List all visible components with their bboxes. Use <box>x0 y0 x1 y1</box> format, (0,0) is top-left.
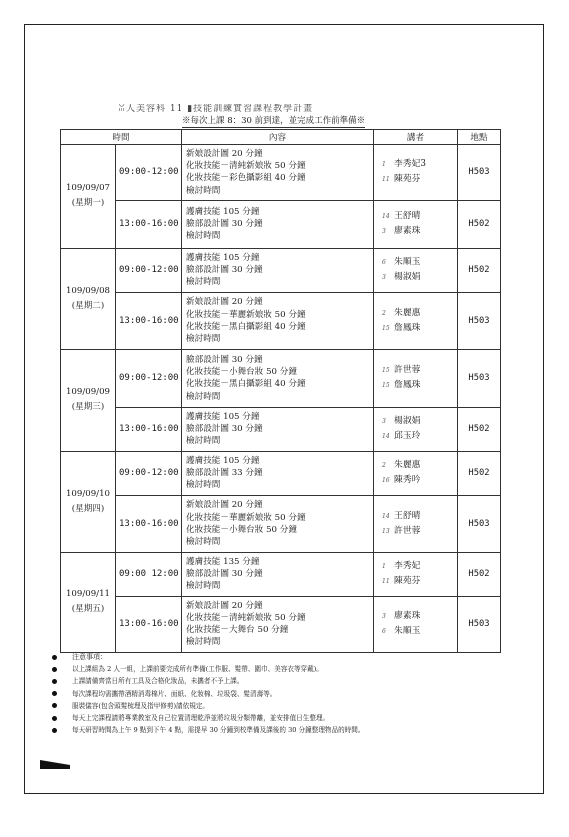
teacher-name: 王舒晴 <box>394 211 421 222</box>
bullet-icon <box>52 716 57 721</box>
date-cell <box>61 552 116 652</box>
date-text: 109/09/07 <box>65 183 111 194</box>
note-item <box>52 712 512 724</box>
teacher-number: 3 <box>382 228 386 236</box>
room-cell: H502 <box>458 248 501 292</box>
teacher-name: 邱玉玲 <box>394 431 421 442</box>
date-cell <box>61 349 116 451</box>
teacher-name: 李秀妃3 <box>394 159 427 170</box>
teacher-name: 王舒晴 <box>394 510 421 521</box>
content-line: 檢討時間 <box>186 637 221 648</box>
schedule-row <box>61 349 501 407</box>
schedule-row <box>61 200 501 248</box>
teacher-number: 1 <box>382 161 386 169</box>
note-item <box>52 675 512 687</box>
content-line: 新娘設計圖 20 分鐘 <box>186 500 263 511</box>
weekday-text: (星期四) <box>71 503 105 514</box>
teacher-name: 詹鳳珠 <box>394 322 421 333</box>
time-slot: 13:00-16:00 <box>116 407 182 451</box>
note-text: 每天研習時間為上午 9 點到下午 4 點，需提早 30 分鐘到校準備及課後的 30 分鐘整理物品的時間。 <box>72 726 365 735</box>
note-item <box>52 688 512 700</box>
teacher-name: 廖素珠 <box>394 226 421 237</box>
teacher-cell <box>374 349 458 407</box>
teacher-cell <box>374 248 458 292</box>
bullet-icon <box>52 679 57 684</box>
content-line: 檢討時間 <box>186 334 221 345</box>
bullet-icon <box>52 655 57 660</box>
teacher-line <box>382 255 454 270</box>
room-cell: H503 <box>458 292 501 349</box>
teacher-line <box>382 270 454 285</box>
time-slot: 09:00-12:00 <box>116 145 182 201</box>
teacher-line <box>382 363 454 378</box>
subtitle-note: ※每次上課 8：30 前到達，並完成工作前準備※ <box>182 116 366 126</box>
teacher-name: 詹鳳珠 <box>394 380 421 391</box>
content-line: 新娘設計圖 20 分鐘 <box>186 149 263 159</box>
teacher-cell <box>374 596 458 652</box>
content-line: 新娘設計圖 20 分鐘 <box>186 600 263 611</box>
cut-off-title <box>118 104 360 114</box>
content-cell <box>182 596 374 652</box>
content-cell <box>182 451 374 495</box>
teacher-number: 2 <box>382 462 386 470</box>
notes-list <box>52 663 512 736</box>
bullet-icon <box>52 667 57 672</box>
content-line: 化妝技能－清純新娘妝 50 分鐘 <box>186 613 306 624</box>
note-text: 以上課組為 2 人一組，上課前要完成所有準備(工作服、髮帶、圍巾、美容衣等穿戴)。 <box>72 665 323 674</box>
content-line: 化妝技能－清純新娘妝 50 分鐘 <box>186 161 306 172</box>
notes-heading: 注意事項： <box>72 653 107 661</box>
schedule-row <box>61 292 501 349</box>
teacher-number: 14 <box>382 512 390 520</box>
content-line: 化妝技能－小舞台妝 50 分鐘 <box>186 367 297 378</box>
content-line: 臉部設計圖 30 分鐘 <box>186 265 263 276</box>
weekday-text: (星期二) <box>71 300 105 311</box>
time-slot: 13:00-16:00 <box>116 292 182 349</box>
teacher-number: 6 <box>382 628 386 636</box>
room-cell: H503 <box>458 145 501 201</box>
teacher-line <box>382 378 454 393</box>
teacher-number: 14 <box>382 433 390 441</box>
teacher-number: 14 <box>382 213 390 221</box>
time-slot: 13:00-16:00 <box>116 200 182 248</box>
teacher-line <box>382 172 454 187</box>
note-item <box>52 663 512 675</box>
room-cell: H503 <box>458 596 501 652</box>
teacher-name: 李秀妃 <box>394 561 421 572</box>
bullet-icon <box>52 691 57 696</box>
teacher-name: 朱順玉 <box>394 626 421 637</box>
teacher-name: 許世蓉 <box>394 525 421 536</box>
teacher-name: 楊淑娟 <box>394 416 421 427</box>
teacher-line <box>382 157 454 172</box>
teacher-line <box>382 321 454 336</box>
date-cell <box>61 145 116 249</box>
content-line: 化妝技能－大舞台 50 分鐘 <box>186 625 289 636</box>
content-line: 化妝技能－黑白攝影組 40 分鐘 <box>186 379 306 390</box>
teacher-line <box>382 414 454 429</box>
teacher-name: 陳苑芬 <box>394 174 421 185</box>
content-line: 檢討時間 <box>186 231 221 242</box>
teacher-cell <box>374 292 458 349</box>
scan-smudge-mark <box>40 756 70 770</box>
teacher-name: 朱麗惠 <box>394 307 421 318</box>
content-line: 臉部設計圖 30 分鐘 <box>186 219 263 230</box>
teacher-number: 15 <box>382 324 390 332</box>
room-cell: H502 <box>458 451 501 495</box>
schedule-table <box>60 129 501 653</box>
header-room: 地點 <box>458 130 501 145</box>
date-text: 109/09/11 <box>65 589 111 600</box>
content-line: 檢討時間 <box>186 480 221 491</box>
teacher-number: 1 <box>382 563 386 571</box>
teacher-line <box>382 224 454 239</box>
time-slot: 13:00-16:00 <box>116 495 182 552</box>
content-cell <box>182 495 374 552</box>
note-text: 服裝儀容(包含頭髮梳理及指甲修剪)請依規定。 <box>72 701 210 710</box>
teacher-name: 楊淑娟 <box>394 272 421 283</box>
teacher-line <box>382 209 454 224</box>
bullet-icon <box>52 703 57 708</box>
schedule-row <box>61 552 501 596</box>
teacher-number: 2 <box>382 309 386 317</box>
schedule-row <box>61 451 501 495</box>
content-line: 化妝技能－華麗新娘妝 50 分鐘 <box>186 512 306 523</box>
time-slot: 09:00-12:00 <box>116 451 182 495</box>
table-header-row <box>61 130 501 145</box>
content-line: 臉部設計圖 30 分鐘 <box>186 424 263 435</box>
teacher-number: 13 <box>382 527 390 535</box>
content-line: 新娘設計圖 20 分鐘 <box>186 297 263 308</box>
room-cell: H502 <box>458 200 501 248</box>
content-line: 護膚技能 105 分鐘 <box>186 456 260 466</box>
content-line: 化妝技能－華麗新娘妝 50 分鐘 <box>186 309 306 320</box>
time-slot: 09:00-12:00 <box>116 349 182 407</box>
teacher-line <box>382 429 454 444</box>
time-slot: 09:00 12:00 <box>116 552 182 596</box>
content-cell <box>182 145 374 201</box>
schedule-body <box>61 145 501 653</box>
teacher-number: 3 <box>382 274 386 282</box>
teacher-number: 15 <box>382 367 390 375</box>
content-line: 化妝技能－黑白攝影組 40 分鐘 <box>186 321 306 332</box>
teacher-name: 許世蓉 <box>394 365 421 376</box>
teacher-cell <box>374 495 458 552</box>
bullet-icon <box>52 728 57 733</box>
content-cell <box>182 349 374 407</box>
room-cell: H502 <box>458 552 501 596</box>
note-text: 每次課程均需攜帶酒精消毒棉片、面紙、化妝棉、垃圾袋、髮清壽等。 <box>72 689 277 698</box>
teacher-number: 16 <box>382 477 390 485</box>
teacher-number: 11 <box>382 176 390 184</box>
schedule-row <box>61 495 501 552</box>
content-cell <box>182 248 374 292</box>
content-cell <box>182 407 374 451</box>
note-item <box>52 724 512 736</box>
content-line: 檢討時間 <box>186 581 221 592</box>
date-text: 109/09/10 <box>65 488 111 499</box>
content-line: 護膚技能 135 分鐘 <box>186 557 260 567</box>
date-text: 109/09/09 <box>65 387 111 398</box>
date-cell <box>61 451 116 552</box>
content-line: 化妝技能－小舞台妝 50 分鐘 <box>186 524 297 535</box>
header-time: 時間 <box>61 130 182 145</box>
teacher-cell <box>374 200 458 248</box>
teacher-cell <box>374 145 458 201</box>
weekday-text: (星期五) <box>71 604 105 615</box>
teacher-name: 陳秀吟 <box>394 475 421 486</box>
teacher-number: 3 <box>382 418 386 426</box>
teacher-number: 15 <box>382 382 390 390</box>
content-line: 檢討時間 <box>186 185 221 196</box>
room-cell: H503 <box>458 349 501 407</box>
weekday-text: (星期一) <box>71 198 105 209</box>
note-item <box>52 700 512 712</box>
teacher-line <box>382 559 454 574</box>
content-line: 護膚技能 105 分鐘 <box>186 412 260 422</box>
notes-heading-row <box>52 651 512 663</box>
teacher-name: 朱麗惠 <box>394 460 421 471</box>
schedule-row <box>61 596 501 652</box>
teacher-line <box>382 306 454 321</box>
content-line: 化妝技能－彩色攝影組 40 分鐘 <box>186 173 306 184</box>
teacher-cell <box>374 407 458 451</box>
schedule-row <box>61 145 501 201</box>
teacher-number: 6 <box>382 259 386 267</box>
room-cell: H503 <box>458 495 501 552</box>
time-slot: 09:00-12:00 <box>116 248 182 292</box>
content-line: 檢討時間 <box>186 277 221 288</box>
teacher-cell <box>374 451 458 495</box>
header-content: 內容 <box>182 130 374 145</box>
content-line: 檢討時間 <box>186 537 221 548</box>
content-line: 臉部設計圖 30 分鐘 <box>186 569 263 580</box>
teacher-line <box>382 624 454 639</box>
content-line: 護膚技能 105 分鐘 <box>186 207 260 217</box>
teacher-number: 3 <box>382 613 386 621</box>
cut-title-text: ꈍ人美容科 11 ▮技能訓練實習課程教學計畫 <box>118 104 314 114</box>
schedule-row <box>61 248 501 292</box>
content-line: 檢討時間 <box>186 436 221 447</box>
teacher-line <box>382 524 454 539</box>
teacher-number: 11 <box>382 578 390 586</box>
room-cell: H502 <box>458 407 501 451</box>
schedule-row <box>61 407 501 451</box>
teacher-line <box>382 574 454 589</box>
teacher-name: 廖素珠 <box>394 611 421 622</box>
teacher-cell <box>374 552 458 596</box>
weekday-text: (星期三) <box>71 402 105 413</box>
content-line: 臉部設計圖 30 分鐘 <box>186 354 263 365</box>
teacher-line <box>382 609 454 624</box>
notes-section <box>52 651 512 736</box>
content-cell <box>182 292 374 349</box>
teacher-line <box>382 458 454 473</box>
content-line: 護膚技能 105 分鐘 <box>186 253 260 263</box>
teacher-line <box>382 473 454 488</box>
teacher-name: 陳苑芬 <box>394 576 421 587</box>
content-cell <box>182 552 374 596</box>
note-text: 每天上完課程請將專業教室及自己位置清理乾淨並將垃圾分類帶離，並安排值日生整理。 <box>72 714 330 723</box>
content-line: 臉部設計圖 33 分鐘 <box>186 468 263 479</box>
date-text: 109/09/08 <box>65 285 111 296</box>
time-slot: 13:00-16:00 <box>116 596 182 652</box>
header-teacher: 講者 <box>374 130 458 145</box>
content-line: 檢討時間 <box>186 391 221 402</box>
teacher-line <box>382 509 454 524</box>
date-cell <box>61 248 116 349</box>
teacher-name: 朱順玉 <box>394 257 421 268</box>
note-text: 上課請備齊當日所有工具及合格化妝品，未攜者不予上課。 <box>72 677 244 686</box>
content-cell <box>182 200 374 248</box>
